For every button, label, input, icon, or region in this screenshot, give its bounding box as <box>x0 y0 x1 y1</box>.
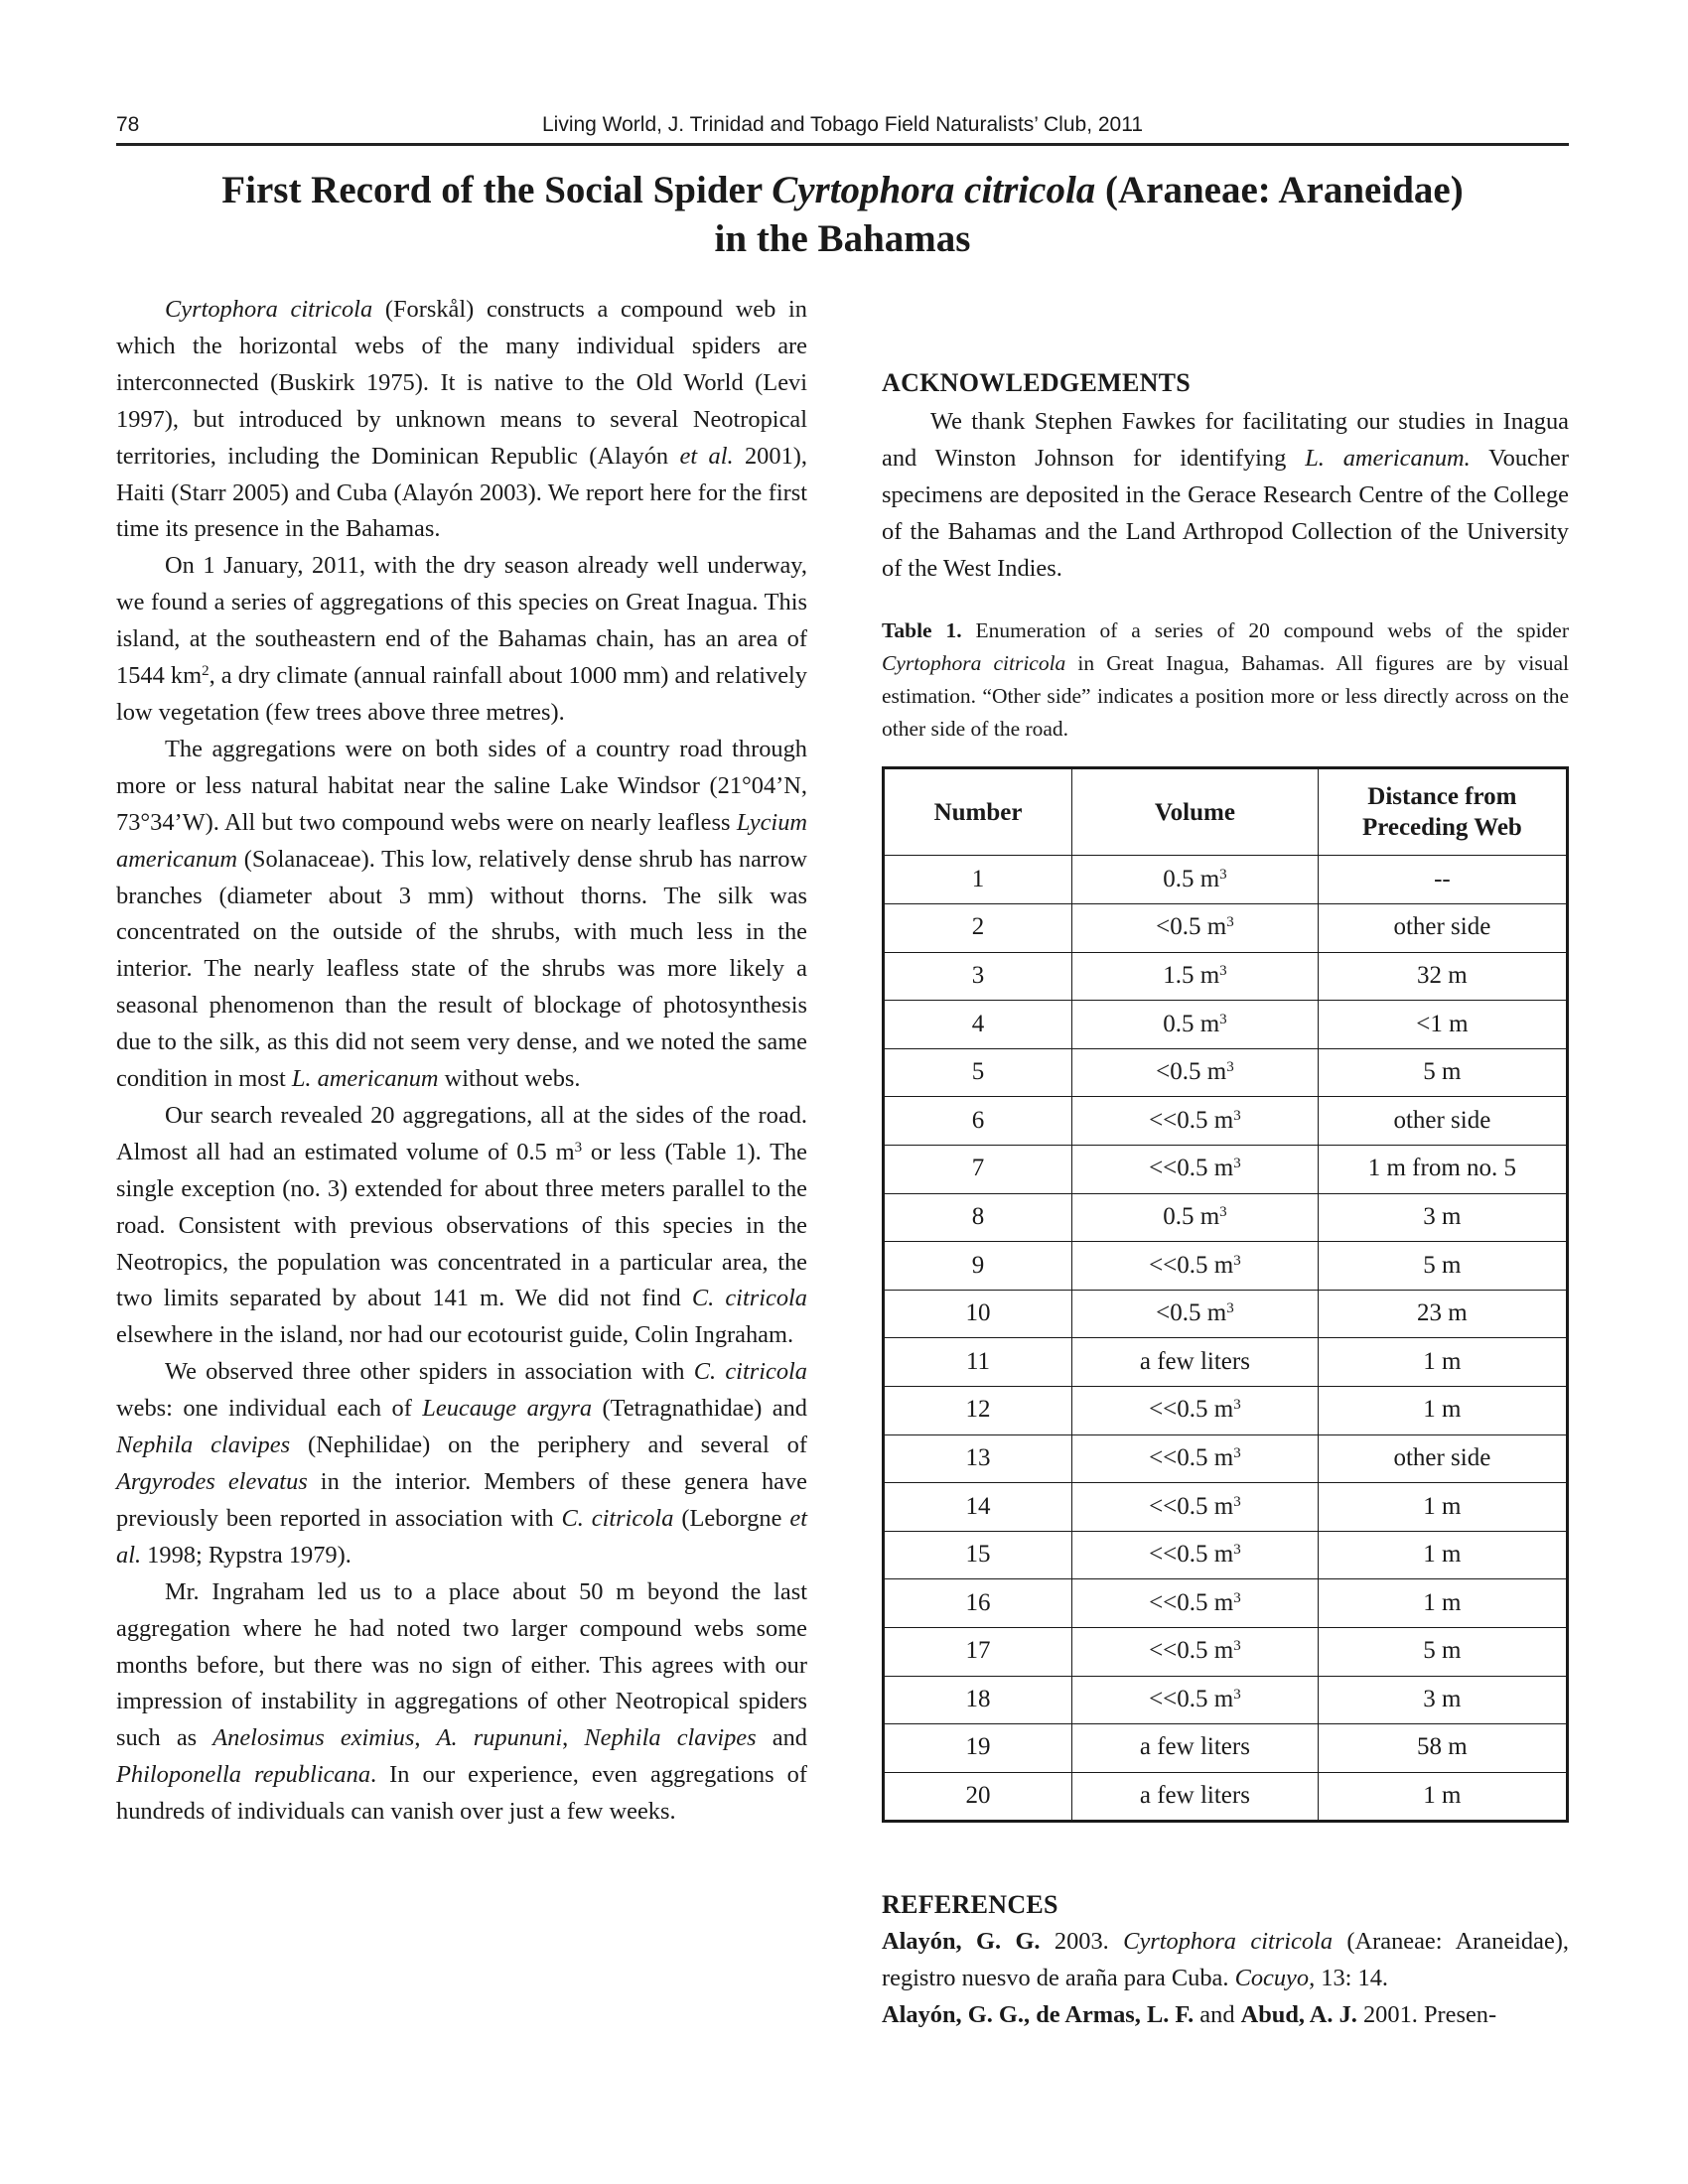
cell-number: 15 <box>884 1531 1072 1579</box>
reference-2: Alayón, G. G., de Armas, L. F. and Abud, A. J. 2001. Presen- <box>882 2001 1497 2029</box>
paragraph-1: Cyrtophora citricola (Forskål) constructs a compound web in which the horizontal webs of the many individual spiders are interconnected (Buskirk 1975). It is native to the Old World (Levi 1997), but introduced by unknown means to several Neotropical territories, including the Dominican Republic (Alayón et al. 2001), Haiti (Starr 2005) and Cuba (Alayón 2003). We report here for the first time its presence in the Bahamas. <box>116 296 807 543</box>
table-row <box>884 1724 1568 1773</box>
cell-distance: <1 m <box>1318 1001 1567 1049</box>
paragraph-2: On 1 January, 2011, with the dry season already well underway, we found a series of aggregations of this species on Great Inagua. This island, at the southeastern end of the Bahamas chain, has an area of 1544 $km^2$, a dry climate (annual rainfall about 1000 mm) and relatively low vegetation (few trees above three metres). <box>116 552 807 726</box>
table-row <box>884 1627 1568 1676</box>
acknowledgements-text: We thank Stephen Fawkes for facilitating our studies in Inagua and Winston Johnson for identifying L. americanum. Voucher specimens are deposited in the Gerace Research Centre of the College of the Bahamas and the Land Arthropod Collection of the University of the West Indies. <box>882 407 1569 582</box>
cell-number: 4 <box>884 1001 1072 1049</box>
table-row <box>884 1434 1568 1483</box>
cell-volume: <<0.5 $m^3$ <box>1072 1146 1319 1194</box>
table-caption: Table 1. Enumeration of a series of 20 compound webs of the spider Cyrtophora citricola in Great Inagua, Bahamas. All figures are by visual estimation. “Other side” indicates a position more or less directly across on the other side of the road. <box>882 618 1569 742</box>
cell-distance: 1 m <box>1318 1483 1567 1532</box>
cell-distance: 1 m <box>1318 1531 1567 1579</box>
cell-distance: 5 m <box>1318 1627 1567 1676</box>
cell-number: 7 <box>884 1146 1072 1194</box>
cell-distance: other side <box>1318 904 1567 953</box>
cell-volume: <<0.5 $m^3$ <box>1072 1627 1319 1676</box>
cell-volume: 0.5 $m^3$ <box>1072 856 1319 904</box>
cell-number: 2 <box>884 904 1072 953</box>
cell-distance: 1 m from no. 5 <box>1318 1146 1567 1194</box>
table-row <box>884 1048 1568 1097</box>
table-row <box>884 1338 1568 1387</box>
page-number: 78 <box>116 113 140 136</box>
cell-distance: 1 m <box>1318 1386 1567 1434</box>
cell-distance: 58 m <box>1318 1724 1567 1773</box>
table-row <box>884 904 1568 953</box>
col-header-volume: Volume <box>1072 768 1319 856</box>
cell-volume: 0.5 $m^3$ <box>1072 1001 1319 1049</box>
article-title <box>116 166 1569 263</box>
cell-volume: a few liters <box>1072 1772 1319 1822</box>
table-row <box>884 1193 1568 1242</box>
cell-number: 16 <box>884 1579 1072 1628</box>
cell-distance: 1 m <box>1318 1579 1567 1628</box>
cell-number: 9 <box>884 1242 1072 1291</box>
left-column <box>116 292 807 1831</box>
cell-distance: other side <box>1318 1097 1567 1146</box>
cell-number: 5 <box>884 1048 1072 1097</box>
cell-distance: 1 m <box>1318 1338 1567 1387</box>
cell-volume: a few liters <box>1072 1724 1319 1773</box>
cell-volume: <<0.5 $m^3$ <box>1072 1386 1319 1434</box>
title-line-1: First Record of the Social Spider Cyrtophora citricola (Araneae: Araneidae) <box>221 169 1464 211</box>
cell-number: 14 <box>884 1483 1072 1532</box>
table-body <box>884 856 1568 1822</box>
cell-number: 20 <box>884 1772 1072 1822</box>
paragraph-4: Our search revealed 20 aggregations, all at the sides of the road. Almost all had an estimated volume of 0.5 $m^3$ or less (Table 1). The single exception (no. 3) extended for about three meters parallel to the road. Consistent with previous observations of this species in the Neotropics, the population was concentrated in a particular area, the two limits separated by about 141 m. We did not find C. citricola elsewhere in the island, nor had our ecotourist guide, Colin Ingraham. <box>116 1101 808 1349</box>
table-row <box>884 1146 1568 1194</box>
cell-volume: 0.5 $m^3$ <box>1072 1193 1319 1242</box>
cell-number: 10 <box>884 1290 1072 1338</box>
table-row <box>884 1242 1568 1291</box>
journal-name: Living World, J. Trinidad and Tobago Field Naturalists’ Club, 2011 <box>541 113 1144 136</box>
title-line-2: in the Bahamas <box>714 217 971 260</box>
table-row <box>884 1579 1568 1628</box>
references-heading: REFERENCES <box>882 1890 1058 1920</box>
table-row <box>884 1001 1568 1049</box>
cell-distance: 5 m <box>1318 1048 1567 1097</box>
cell-volume: <<0.5 $m^3$ <box>1072 1097 1319 1146</box>
table-row <box>884 1676 1568 1724</box>
table-row <box>884 1772 1568 1822</box>
table-row <box>884 856 1568 904</box>
web-enumeration-table <box>882 766 1569 1823</box>
cell-number: 13 <box>884 1434 1072 1483</box>
cell-volume: <0.5 $m^3$ <box>1072 1048 1319 1097</box>
acknowledgements-heading: ACKNOWLEDGEMENTS <box>882 368 1192 397</box>
cell-distance: 23 m <box>1318 1290 1567 1338</box>
cell-distance: 32 m <box>1318 952 1567 1001</box>
cell-number: 1 <box>884 856 1072 904</box>
cell-number: 6 <box>884 1097 1072 1146</box>
cell-volume: <<0.5 $m^3$ <box>1072 1676 1319 1724</box>
cell-volume: <<0.5 $m^3$ <box>1072 1531 1319 1579</box>
cell-volume: <<0.5 $m^3$ <box>1072 1483 1319 1532</box>
cell-number: 18 <box>884 1676 1072 1724</box>
cell-distance: other side <box>1318 1434 1567 1483</box>
cell-volume: <0.5 $m^3$ <box>1072 1290 1319 1338</box>
right-column <box>882 292 1569 2034</box>
table-row <box>884 1531 1568 1579</box>
cell-volume: <<0.5 $m^3$ <box>1072 1434 1319 1483</box>
cell-volume: 1.5 $m^3$ <box>1072 952 1319 1001</box>
cell-number: 12 <box>884 1386 1072 1434</box>
cell-distance: 3 m <box>1318 1193 1567 1242</box>
col-header-number: Number <box>884 768 1072 856</box>
cell-volume: <<0.5 $m^3$ <box>1072 1242 1319 1291</box>
cell-number: 17 <box>884 1627 1072 1676</box>
table-row <box>884 952 1568 1001</box>
cell-number: 8 <box>884 1193 1072 1242</box>
cell-distance: 3 m <box>1318 1676 1567 1724</box>
cell-distance: 1 m <box>1318 1772 1567 1822</box>
paragraph-5: We observed three other spiders in association with C. citricola webs: one individual each of Leucauge argyra (Tetragnathidae) and Nephila clavipes (Nephilidae) on the periphery and several of Argyrodes elevatus in the interior. Members of these genera have previously been reported in association with C. citricola (Leborgne et al. 1998; Rypstra 1979). <box>116 1358 808 1569</box>
table-row <box>884 1290 1568 1338</box>
cell-number: 11 <box>884 1338 1072 1387</box>
paragraph-3: The aggregations were on both sides of a country road through more or less natural habitat near the saline Lake Windsor (21°04’N, 73°34’W). All but two compound webs were on nearly leafless Lycium americanum (Solanaceae). This low, relatively dense shrub has narrow branches (diameter about 3 mm) without thorns. The silk was concentrated on the outside of the shrubs, with much less in the interior. The nearly leafless state of the shrubs was more likely a seasonal phenomenon than the result of blockage of photosynthesis due to the silk, as this did not seem very dense, and we noted the same condition in most L. americanum without webs. <box>116 735 807 1093</box>
cell-distance: -- <box>1318 856 1567 904</box>
running-header <box>116 111 1569 146</box>
cell-volume: <<0.5 $m^3$ <box>1072 1579 1319 1628</box>
table-header-row <box>884 768 1568 856</box>
table-row <box>884 1386 1568 1434</box>
col-header-distance: Distance from Preceding Web <box>1318 768 1567 856</box>
cell-distance: 5 m <box>1318 1242 1567 1291</box>
paragraph-6: Mr. Ingraham led us to a place about 50 m beyond the last aggregation where he had noted two larger compound webs some months before, but there was no sign of either. This agrees with our impression of instability in aggregations of other Neotropical spiders such as Anelosimus eximius, A. rupununi, Nephila clavipes and Philoponella republicana. In our experience, even aggregations of hundreds of individuals can vanish over just a few weeks. <box>116 1577 807 1826</box>
references-section <box>882 1887 1569 2034</box>
cell-volume: a few liters <box>1072 1338 1319 1387</box>
cell-number: 3 <box>884 952 1072 1001</box>
table-row <box>884 1097 1568 1146</box>
cell-number: 19 <box>884 1724 1072 1773</box>
cell-volume: <0.5 $m^3$ <box>1072 904 1319 953</box>
table-row <box>884 1483 1568 1532</box>
reference-1: Alayón, G. G. 2003. Cyrtophora citricola (Araneae: Araneidae), registro nuesvo de araña para Cuba. Cocuyo, 13: 14. <box>882 1928 1569 1992</box>
